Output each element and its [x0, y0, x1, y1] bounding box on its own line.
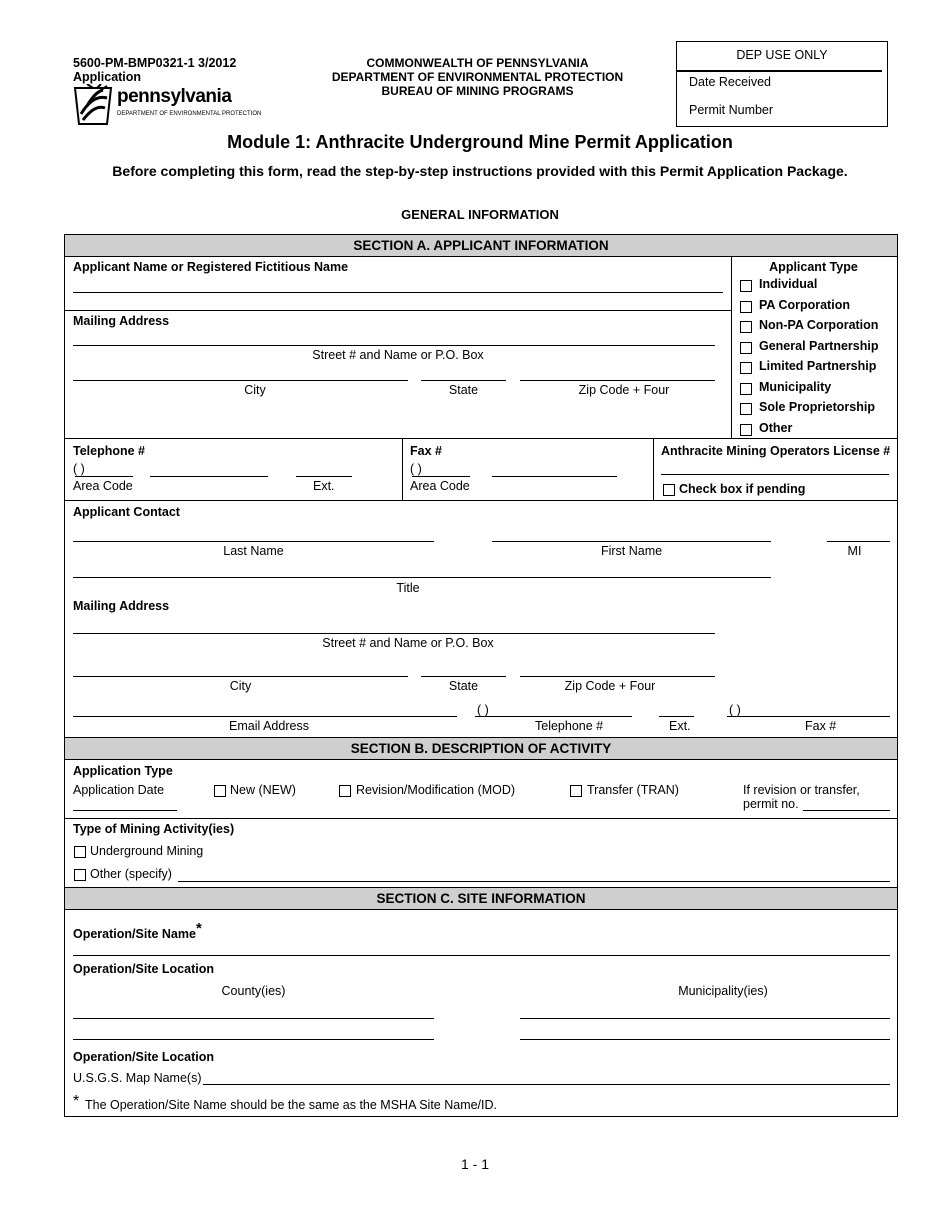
application-type-label: Application Type — [73, 764, 173, 778]
city-caption: City — [244, 383, 266, 397]
state-caption: State — [448, 383, 479, 397]
municipality-field-1[interactable] — [520, 1018, 890, 1019]
contact-city-caption: City — [229, 679, 252, 693]
contact-zip-caption: Zip Code + Four — [564, 679, 656, 693]
contact-street-field[interactable] — [73, 633, 715, 634]
first-name-field[interactable] — [492, 541, 771, 542]
title-caption: Title — [396, 581, 420, 595]
other-specify-field[interactable] — [178, 881, 890, 882]
state-field[interactable] — [421, 380, 506, 381]
site-location-label: Operation/Site Location — [73, 962, 214, 976]
title-field[interactable] — [73, 577, 771, 578]
instructions-text: Before completing this form, read the step-by-step instructions provided with this Permit Application Package. — [112, 163, 848, 179]
contact-city-field[interactable] — [73, 676, 408, 677]
last-name-field[interactable] — [73, 541, 434, 542]
footnote-text: The Operation/Site Name should be the same as the MSHA Site Name/ID. — [85, 1098, 498, 1112]
applicant-contact-label: Applicant Contact — [73, 505, 180, 519]
county-field-1[interactable] — [73, 1018, 434, 1019]
contact-fax-area-code[interactable]: ( ) — [729, 703, 741, 717]
contact-telephone-caption: Telephone # — [535, 719, 604, 733]
contact-ext-caption: Ext. — [669, 719, 691, 733]
section-a-heading: SECTION A. APPLICANT INFORMATION — [65, 234, 897, 257]
county-caption: County(ies) — [221, 984, 286, 998]
mailing-address-label: Mailing Address — [73, 314, 170, 328]
application-date-label: Application Date — [73, 783, 165, 797]
telephone-label: Telephone # — [73, 444, 146, 458]
contact-telephone-area-code[interactable]: ( ) — [477, 703, 489, 717]
underground-mining-label: Underground Mining — [90, 844, 204, 858]
county-field-2[interactable] — [73, 1039, 434, 1040]
contact-street-caption: Street # and Name or P.O. Box — [322, 636, 494, 650]
telephone-area-code-field[interactable]: ( ) — [73, 462, 85, 476]
checkbox-icon[interactable] — [740, 403, 752, 415]
checkbox-icon[interactable] — [740, 424, 752, 436]
contact-zip-field[interactable] — [520, 676, 715, 677]
fax-number-field[interactable] — [492, 476, 617, 477]
checkbox-icon[interactable] — [740, 301, 752, 313]
contact-fax-caption: Fax # — [805, 719, 837, 733]
checkbox-icon[interactable] — [740, 383, 752, 395]
fax-area-code-field[interactable]: ( ) — [410, 462, 422, 476]
zip-caption: Zip Code + Four — [578, 383, 670, 397]
option-tran-label: Transfer (TRAN) — [587, 783, 679, 797]
mi-caption: MI — [847, 544, 862, 558]
agency-block — [300, 56, 655, 98]
municipality-field-2[interactable] — [520, 1039, 890, 1040]
zip-field[interactable] — [520, 380, 715, 381]
contact-mailing-address-label: Mailing Address — [73, 599, 170, 613]
contact-state-caption: State — [448, 679, 479, 693]
contact-state-field[interactable] — [421, 676, 506, 677]
email-caption: Email Address — [229, 719, 309, 733]
municipality-caption: Municipality(ies) — [678, 984, 768, 998]
usgs-label: U.S.G.S. Map Name(s) — [73, 1071, 202, 1085]
mod-checkbox-icon[interactable] — [339, 785, 351, 797]
contact-fax-field[interactable] — [727, 716, 890, 717]
page-number: 1 - 1 — [460, 1156, 489, 1172]
applicant-type-sole-proprietorship[interactable]: Sole Proprietorship — [740, 400, 896, 421]
application-date-field[interactable] — [73, 810, 177, 811]
license-field[interactable] — [661, 474, 889, 475]
email-field[interactable] — [73, 716, 457, 717]
checkbox-icon[interactable] — [740, 362, 752, 374]
keystone-logo-icon — [73, 84, 113, 126]
dep-use-only-label: DEP USE ONLY — [736, 48, 828, 62]
mi-field[interactable] — [827, 541, 890, 542]
first-name-caption: First Name — [600, 544, 663, 558]
agency-line-1: COMMONWEALTH OF PENNSYLVANIA — [366, 56, 589, 70]
option-mod-label: Revision/Modification (MOD) — [356, 783, 516, 797]
license-label: Anthracite Mining Operators License # — [661, 444, 891, 458]
mining-activity-label: Type of Mining Activity(ies) — [73, 822, 235, 836]
contact-telephone-field[interactable] — [475, 716, 632, 717]
city-field[interactable] — [73, 380, 408, 381]
applicant-type-pa-corporation[interactable]: PA Corporation — [740, 298, 896, 319]
option-new-label: New (NEW) — [230, 783, 296, 797]
revision-note-line-2: permit no. — [743, 797, 799, 811]
form-type: Application — [73, 70, 142, 84]
footnote-asterisk: * — [73, 1093, 80, 1110]
date-received-label[interactable]: Date Received — [689, 75, 771, 89]
checkbox-icon[interactable] — [740, 280, 752, 292]
applicant-type-municipality[interactable]: Municipality — [740, 380, 896, 401]
applicant-type-limited-partnership[interactable]: Limited Partnership — [740, 359, 896, 380]
checkbox-icon[interactable] — [740, 342, 752, 354]
permit-number-label[interactable]: Permit Number — [689, 103, 774, 117]
site-location-label-2: Operation/Site Location — [73, 1050, 214, 1064]
asterisk-mark: * — [195, 920, 202, 937]
section-c-heading: SECTION C. SITE INFORMATION — [65, 887, 897, 910]
ext-caption: Ext. — [313, 479, 335, 493]
telephone-ext-field[interactable] — [296, 476, 352, 477]
fax-label: Fax # — [410, 444, 442, 458]
applicant-type-general-partnership[interactable]: General Partnership — [740, 339, 896, 360]
site-name-label: Operation/Site Name* — [73, 920, 202, 942]
applicant-name-label: Applicant Name or Registered Fictitious Name — [73, 260, 349, 274]
site-name-field[interactable] — [73, 955, 890, 956]
street-caption: Street # and Name or P.O. Box — [312, 348, 484, 362]
form-id: 5600-PM-BMP0321-1 3/2012 — [73, 56, 237, 70]
checkbox-icon[interactable] — [740, 321, 752, 333]
page-title: Module 1: Anthracite Underground Mine Permit Application — [227, 132, 733, 152]
applicant-name-field[interactable] — [73, 292, 723, 293]
section-b-heading: SECTION B. DESCRIPTION OF ACTIVITY — [65, 737, 897, 760]
dep-use-box — [676, 41, 888, 127]
revision-permit-number-field[interactable] — [803, 810, 890, 811]
applicant-type-list — [740, 277, 896, 441]
revision-note-line-1: If revision or transfer, — [743, 783, 860, 797]
check-pending-label: Check box if pending — [679, 482, 806, 496]
contact-ext-field[interactable] — [659, 716, 694, 717]
logo-subtext: DEPARTMENT OF ENVIRONMENTAL PROTECTION — [117, 111, 262, 117]
logo-text: pennsylvania — [117, 86, 232, 107]
other-specify-label: Other (specify) — [90, 867, 172, 881]
last-name-caption: Last Name — [223, 544, 284, 558]
pa-logo — [73, 84, 262, 126]
telephone-number-field[interactable] — [150, 476, 268, 477]
area-code-caption: Area Code — [73, 479, 133, 493]
general-information-heading: GENERAL INFORMATION — [401, 207, 559, 222]
other-checkbox-icon[interactable] — [74, 869, 86, 881]
fax-area-code-caption: Area Code — [410, 479, 470, 493]
applicant-type-title: Applicant Type — [769, 260, 858, 274]
usgs-field[interactable] — [203, 1084, 890, 1085]
street-field[interactable] — [73, 345, 715, 346]
applicant-type-individual[interactable]: Individual — [740, 277, 896, 298]
new-checkbox-icon[interactable] — [214, 785, 226, 797]
tran-checkbox-icon[interactable] — [570, 785, 582, 797]
agency-line-2: DEPARTMENT OF ENVIRONMENTAL PROTECTION — [331, 70, 624, 84]
applicant-type-other[interactable]: Other — [740, 421, 896, 442]
underground-checkbox-icon[interactable] — [74, 846, 86, 858]
pending-checkbox-icon[interactable] — [663, 484, 675, 496]
agency-line-3: BUREAU OF MINING PROGRAMS — [381, 84, 574, 98]
applicant-type-non-pa-corporation[interactable]: Non-PA Corporation — [740, 318, 896, 339]
